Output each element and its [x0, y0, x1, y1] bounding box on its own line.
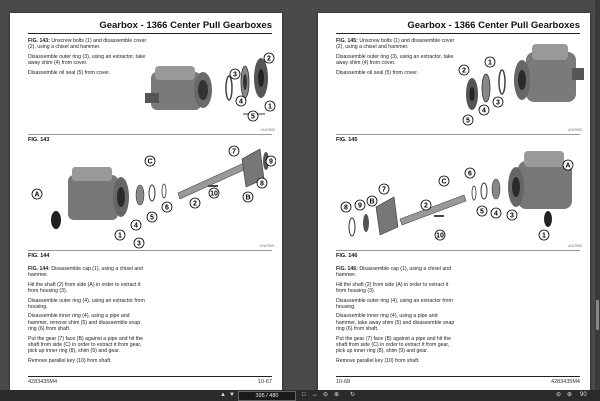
instruction-line: Disassemble inner ring (4), using a pipe and hammer, remove shim (5) and disassemble snap ring (6) from shaft. — [28, 313, 141, 333]
footer-page-number: 10-68 — [336, 379, 351, 385]
callout-5: 5 — [150, 214, 154, 222]
instruction-line: Hit the shaft (2) from side (A) in order to extract it from housing (3). — [336, 281, 449, 295]
fit-width-icon[interactable]: ↔ — [312, 392, 318, 398]
callout-3: 3 — [510, 212, 514, 220]
callout-9: 9 — [269, 158, 273, 166]
callout-5: 5 — [251, 113, 255, 121]
callout-A: A — [565, 162, 571, 170]
zoom-in-icon[interactable]: ⊕ — [567, 392, 573, 398]
zoom-out-icon[interactable]: ⊖ — [556, 392, 562, 398]
figure-divider — [28, 134, 272, 135]
callout-C: C — [147, 158, 153, 166]
instruction-line: Disassemble oil seal (5) from cover. — [28, 69, 111, 76]
figure-code: LKA7900 — [260, 128, 275, 132]
callout-10: 10 — [436, 232, 444, 240]
instruction-text-fig145 — [336, 38, 456, 79]
callout-6: 6 — [165, 204, 169, 212]
callout-1: 1 — [542, 232, 546, 240]
figure-144-illustration — [28, 145, 276, 250]
instruction-line: Hit the shaft (2) from side (A) in order to extract it from housing (3). — [28, 281, 141, 295]
callout-8: 8 — [344, 204, 348, 212]
instruction-text-fig144 — [28, 266, 148, 367]
header-divider — [28, 33, 272, 34]
callout-4: 4 — [239, 98, 243, 106]
instruction-line: Remove parallel key (10) from shaft. — [336, 357, 420, 364]
figure-caption: FIG. 144 — [28, 253, 50, 259]
instruction-line: Disassemble outer ring (4), using an extractor from housing. — [336, 297, 453, 311]
figure-code: LKA7900 — [259, 244, 274, 248]
next-page-icon[interactable]: ▼ — [229, 392, 235, 398]
callout-2: 2 — [267, 55, 271, 63]
figure-146-illustration — [336, 145, 584, 250]
figure-143-illustration — [145, 38, 280, 133]
instruction-line: Put the gear (7) face (B) against a pipe and hit the shaft from side (C) in order to extract it from gear, pick up inner ring (8), shim (9) and gear. — [336, 335, 452, 355]
instruction-line: Remove parallel key (10) from shaft. — [28, 357, 112, 364]
footer-page-number: 10-67 — [257, 379, 272, 385]
instruction-line: Unscrew bolts (1) and disassemble cover (2), using a chisel and hammer. — [336, 38, 455, 51]
figure-divider — [28, 250, 272, 251]
document-page-right — [318, 13, 590, 391]
instruction-line: Disassemble cap (1), using a chisel and hammer. — [336, 266, 452, 279]
callout-9: 9 — [358, 202, 362, 210]
callout-B: B — [245, 194, 251, 202]
callout-8: 8 — [260, 180, 264, 188]
page-header: Gearbox - 1366 Center Pull Gearboxes — [407, 20, 580, 31]
scrollbar-thumb[interactable] — [596, 300, 599, 330]
viewer-toolbar — [0, 390, 600, 401]
callout-1: 1 — [488, 59, 492, 67]
footer-divider — [336, 376, 580, 377]
callout-3: 3 — [233, 71, 237, 79]
document-page-left — [10, 13, 282, 391]
instruction-line: Disassemble oil seal (5) from cover. — [336, 69, 419, 76]
callout-3: 3 — [496, 99, 500, 107]
previous-page-icon[interactable]: ▲ — [220, 392, 226, 398]
rotate-icon[interactable]: ↻ — [350, 392, 356, 398]
instruction-line: Unscrew bolts (1) and disassemble cover (2), using a chisel and hammer. — [28, 38, 147, 51]
figure-caption: FIG. 145 — [336, 137, 358, 143]
instruction-text-fig146 — [336, 266, 456, 367]
callout-6: 6 — [468, 170, 472, 178]
instruction-line: Put the gear (7) face (B) against a pipe and hit the shaft from side (C) in order to extract it from gear, pick up inner ring (8), shim (9) and gear. — [28, 335, 144, 355]
callout-2: 2 — [193, 200, 197, 208]
figure-caption: FIG. 143 — [28, 137, 50, 143]
fig-ref-label: FIG. 145: — [336, 38, 358, 44]
instruction-line: Disassemble outer ring (3), using an extractor, take away shim (4) from cover. — [28, 53, 146, 67]
callout-1: 1 — [118, 232, 122, 240]
fig-ref-label: FIG. 146: — [336, 266, 358, 272]
callout-10: 10 — [210, 190, 218, 198]
callout-C: C — [441, 178, 447, 186]
instruction-text-fig143 — [28, 38, 148, 79]
fig-ref-label: FIG. 144: — [28, 266, 50, 272]
callout-5: 5 — [480, 208, 484, 216]
page-indicator[interactable]: 395 / 480 — [238, 391, 296, 401]
callout-A: A — [34, 191, 40, 199]
zoom-level[interactable]: 90 — [580, 392, 587, 398]
figure-divider — [336, 250, 580, 251]
instruction-line: Disassemble inner ring (4), using a pipe and hammer, take away shim (5) and disassemble snap ring (6) from shaft. — [336, 313, 455, 333]
header-divider — [336, 33, 580, 34]
page-header: Gearbox - 1366 Center Pull Gearboxes — [99, 20, 272, 31]
callout-7: 7 — [382, 186, 386, 194]
callout-2: 2 — [424, 202, 428, 210]
callout-2: 2 — [462, 67, 466, 75]
footer-divider — [28, 376, 272, 377]
fig-ref-label: FIG. 143: — [28, 38, 50, 44]
figure-divider — [336, 134, 580, 135]
figure-code: LKA7900 — [567, 128, 582, 132]
instruction-line: Disassemble outer ring (3), using an extractor, take away shim (4) from cover. — [336, 53, 454, 67]
vertical-scrollbar[interactable] — [595, 0, 600, 390]
zoom-in-icon[interactable]: ⊕ — [334, 392, 340, 398]
figure-145-illustration — [456, 38, 586, 133]
footer-doc-number: 4283435M4 — [28, 379, 58, 385]
callout-7: 7 — [232, 148, 236, 156]
instruction-line: Disassemble cap (1), using a chisel and hammer. — [28, 266, 144, 279]
figure-code: LKA7900 — [567, 244, 582, 248]
figure-caption: FIG. 146 — [336, 253, 358, 259]
callout-B: B — [369, 198, 375, 206]
instruction-line: Disassemble outer ring (4), using an extractor from housing. — [28, 297, 145, 311]
callout-4: 4 — [482, 107, 486, 115]
callout-3: 3 — [137, 240, 141, 248]
callout-1: 1 — [268, 103, 272, 111]
fit-page-icon[interactable]: □ — [302, 392, 306, 398]
callout-4: 4 — [134, 222, 138, 230]
footer-doc-number: 4283435M4 — [550, 379, 580, 385]
callout-4: 4 — [494, 210, 498, 218]
zoom-out-icon[interactable]: ⊖ — [323, 392, 329, 398]
callout-5: 5 — [466, 117, 470, 125]
